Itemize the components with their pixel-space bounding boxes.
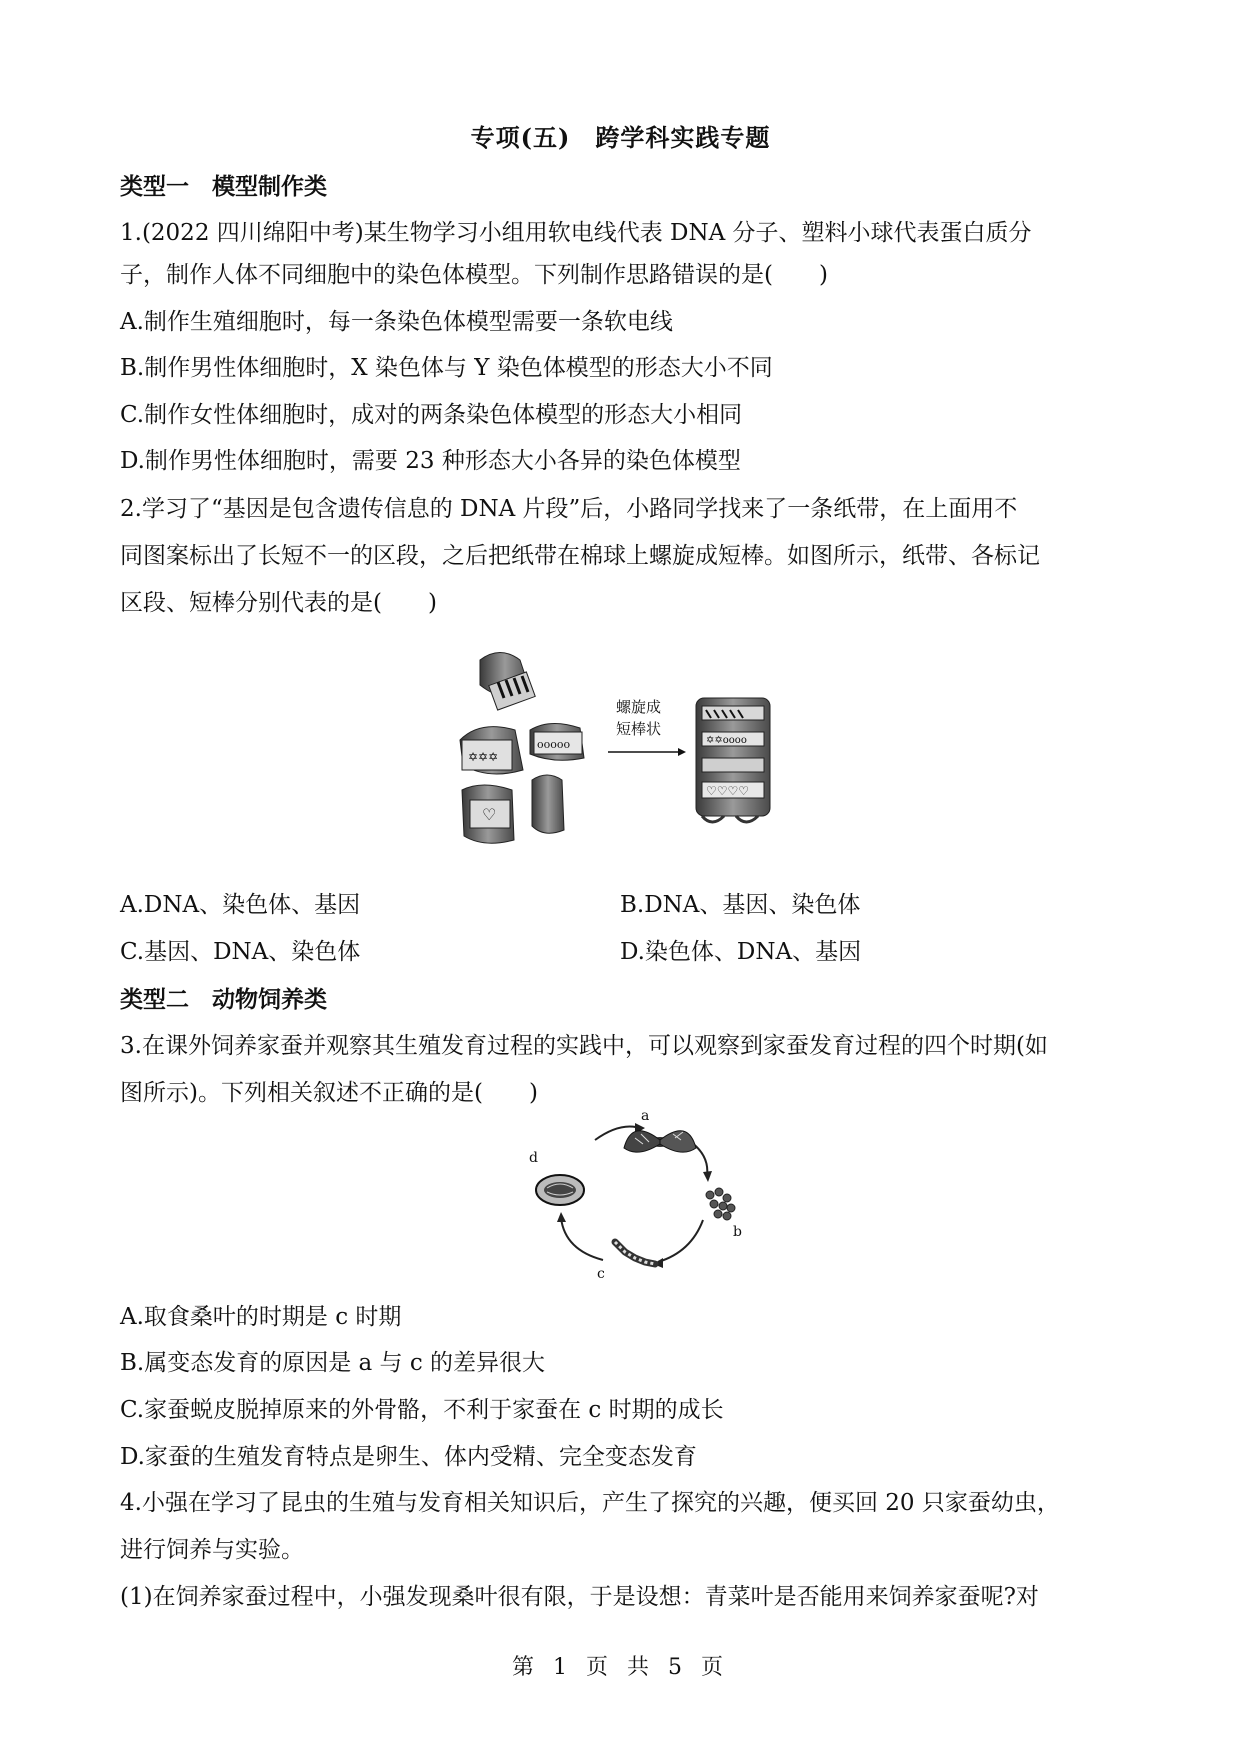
stage-label-a: a (641, 1110, 650, 1124)
q2-figure (440, 640, 800, 850)
q3-option-a: A.取食桑叶的时期是 c 时期 (120, 1304, 402, 1330)
q1-option-c: C.制作女性体细胞时，成对的两条染色体模型的形态大小相同 (120, 402, 743, 428)
short-rod-icon (696, 698, 770, 822)
q2-option-d: D.染色体、DNA、基因 (620, 939, 862, 965)
q3-option-b: B.属变态发育的原因是 a 与 c 的差异很大 (120, 1350, 546, 1376)
stage-label-d: d (529, 1150, 538, 1166)
figure-label-line2: 短棒状 (616, 720, 662, 738)
eggs-icon (706, 1188, 735, 1220)
q2-stem-line2: 同图案标出了长短不一的区段，之后把纸带在棉球上螺旋成短棒。如图所示，纸带、各标记 (120, 543, 1040, 569)
q4-sub1: (1)在饲养家蚕过程中，小强发现桑叶很有限，于是设想：青菜叶是否能用来饲养家蚕呢?对 (120, 1584, 1039, 1610)
section-heading-2: 类型二 动物饲养类 (120, 986, 327, 1013)
cocoon-icon (536, 1175, 584, 1205)
q2-stem-line1: 2.学习了“基因是包含遗传信息的 DNA 片段”后，小路同学找来了一条纸带，在上面用不 (120, 496, 1018, 522)
q1-stem-line1: 1.(2022 四川绵阳中考)某生物学习小组用软电线代表 DNA 分子、塑料小球代表蛋白质分 (120, 220, 1032, 246)
q3-stem-line1: 3.在课外饲养家蚕并观察其生殖发育过程的实践中，可以观察到家蚕发育过程的四个时期(如 (120, 1033, 1048, 1059)
svg-text:♡: ♡ (482, 805, 497, 824)
svg-text:✡✡✡: ✡✡✡ (468, 750, 499, 764)
figure-label-line1: 螺旋成 (616, 698, 662, 716)
page-title: 专项(五) 跨学科实践专题 (470, 123, 771, 152)
page-footer: 第 1 页 共 5 页 (512, 1655, 729, 1680)
q3-option-c: C.家蚕蜕皮脱掉原来的外骨骼，不利于家蚕在 c 时期的成长 (120, 1397, 724, 1423)
q2-stem-line3: 区段、短棒分别代表的是( ) (120, 590, 437, 616)
silkworm-life-cycle-diagram (515, 1110, 745, 1285)
q3-figure (515, 1110, 745, 1285)
paper-strip-illustration (440, 640, 800, 850)
q1-option-a: A.制作生殖细胞时，每一条染色体模型需要一条软电线 (120, 309, 673, 335)
svg-text:♡♡♡♡: ♡♡♡♡ (706, 784, 750, 798)
svg-text:ooooo: ooooo (537, 738, 571, 751)
q2-option-b: B.DNA、基因、染色体 (620, 892, 861, 918)
spiral-paper-strip-icon (460, 653, 584, 844)
q1-stem-line2: 子，制作人体不同细胞中的染色体模型。下列制作思路错误的是( ) (120, 262, 828, 288)
moth-icon (624, 1131, 696, 1152)
section-heading-1: 类型一 模型制作类 (120, 173, 327, 200)
q2-option-a: A.DNA、染色体、基因 (120, 892, 361, 918)
q4-stem-line1: 4.小强在学习了昆虫的生殖与发育相关知识后，产生了探究的兴趣，便买回 20 只家蚕幼虫， (120, 1490, 1060, 1516)
silkworm-larva-icon (615, 1242, 655, 1264)
q3-stem-line2: 图所示)。下列相关叙述不正确的是( ) (120, 1080, 538, 1106)
svg-text:✡✡oooo: ✡✡oooo (706, 735, 747, 746)
q4-stem-line2: 进行饲养与实验。 (120, 1537, 304, 1563)
q1-option-d: D.制作男性体细胞时，需要 23 种形态大小各异的染色体模型 (120, 448, 741, 474)
q1-option-b: B.制作男性体细胞时，X 染色体与 Y 染色体模型的形态大小不同 (120, 355, 773, 381)
stage-label-b: b (733, 1224, 742, 1240)
stage-label-c: c (597, 1266, 605, 1282)
q3-option-d: D.家蚕的生殖发育特点是卵生、体内受精、完全变态发育 (120, 1444, 697, 1470)
q2-option-c: C.基因、DNA、染色体 (120, 939, 361, 965)
